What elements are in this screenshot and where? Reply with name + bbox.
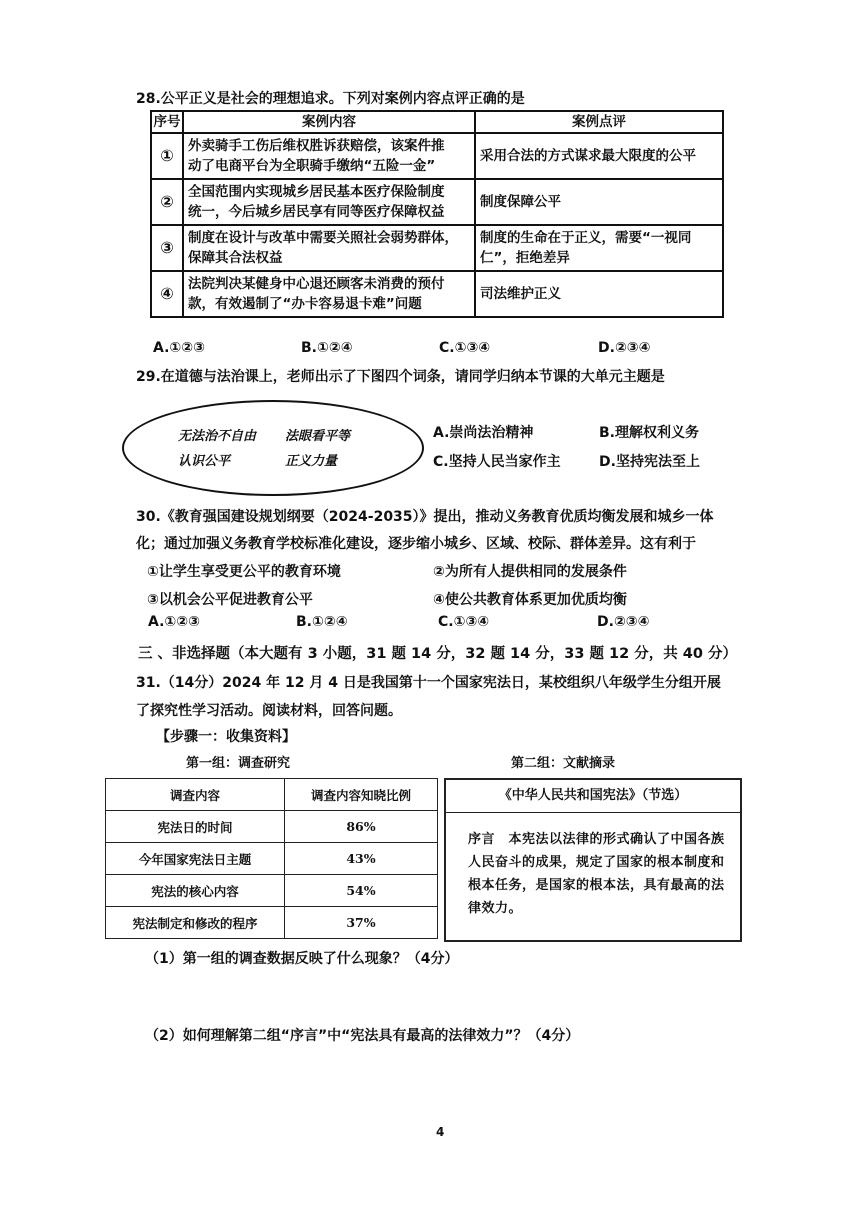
survey-ratio: 54% xyxy=(285,875,438,907)
q30-option-c: C.①③④ xyxy=(438,614,490,630)
q31-sub-question-2: （2）如何理解第二组“序言”中“宪法具有最高的法律效力”？（4分） xyxy=(145,1028,580,1044)
case-content: 制度在设计与改革中需要关照社会弱势群体， 保障其合法权益 xyxy=(183,225,475,271)
table-row xyxy=(106,843,438,875)
q30-option-d: D.②③④ xyxy=(597,614,650,630)
q30-item-1: ①让学生享受更公平的教育环境 xyxy=(147,564,341,580)
q30-option-a: A.①②③ xyxy=(148,614,200,630)
q29-option-a: A.崇尚法治精神 xyxy=(433,425,534,441)
q28-option-a: A.①②③ xyxy=(153,340,205,356)
q29-option-b: B.理解权利义务 xyxy=(599,425,699,441)
survey-header-content: 调查内容 xyxy=(106,779,285,811)
survey-item: 宪法制定和修改的程序 xyxy=(106,907,285,939)
keyword-4: 正义力量 xyxy=(285,454,338,469)
q28-stem: 28.公平正义是社会的理想追求。下列对案例内容点评正确的是 xyxy=(136,91,525,107)
q28-case-table xyxy=(150,110,724,318)
case-content: 法院判决某健身中心退还顾客未消费的预付 款，有效遏制了“办卡容易退卡难”问题 xyxy=(183,271,475,317)
group-one-title: 第一组：调查研究 xyxy=(186,756,291,771)
row-number: ④ xyxy=(151,271,183,317)
q31-stem-line1: 31.（14分）2024 年 12 月 4 日是我国第十一个国家宪法日，某校组织八年级学生分组开展 xyxy=(136,675,721,691)
q28-option-d: D.②③④ xyxy=(598,340,651,356)
header-number: 序号 xyxy=(151,111,183,133)
case-content: 外卖骑手工伤后维权胜诉获赔偿，该案件推 动了电商平台为全职骑手缴纳“五险一金” xyxy=(183,133,475,179)
q29-option-d: D.坚持宪法至上 xyxy=(599,454,700,470)
q30-stem-line1: 30.《教育强国建设规划纲要（2024-2035）》提出，推动义务教育优质均衡发展和城乡一体 xyxy=(136,509,714,525)
q30-item-3: ③以机会公平促进教育公平 xyxy=(147,592,313,608)
row-number: ② xyxy=(151,179,183,225)
q31-sub-question-1: （1）第一组的调查数据反映了什么现象？（4分） xyxy=(145,951,459,967)
survey-item: 宪法日的时间 xyxy=(106,811,285,843)
q30-item-4: ④使公共教育体系更加优质均衡 xyxy=(433,592,627,608)
case-review: 司法维护正义 xyxy=(475,271,723,317)
page-number: 4 xyxy=(436,1125,445,1139)
table-row xyxy=(151,271,723,317)
row-number: ① xyxy=(151,133,183,179)
keyword-3: 认识公平 xyxy=(178,454,231,469)
q29-stem: 29.在道德与法治课上，老师出示了下图四个词条，请同学归纳本节课的大单元主题是 xyxy=(136,369,665,385)
table-row xyxy=(151,179,723,225)
keyword-1: 无法治不自由 xyxy=(178,429,257,444)
survey-header-ratio: 调查内容知晓比例 xyxy=(285,779,438,811)
table-row xyxy=(151,225,723,271)
table-row xyxy=(106,811,438,843)
constitution-excerpt-box xyxy=(444,778,742,942)
excerpt-title: 《中华人民共和国宪法》（节选） xyxy=(446,780,740,813)
table-header-row xyxy=(151,111,723,133)
q28-option-b: B.①②④ xyxy=(301,340,353,356)
header-case-content: 案例内容 xyxy=(183,111,475,133)
q30-item-2: ②为所有人提供相同的发展条件 xyxy=(433,564,627,580)
case-review: 采用合法的方式谋求最大限度的公平 xyxy=(475,133,723,179)
table-row xyxy=(106,907,438,939)
survey-table xyxy=(105,778,438,939)
section-three-heading: 三 、非选择题（本大题有 3 小题，31 题 14 分，32 题 14 分，33 题 12 分，共 40 分） xyxy=(138,646,738,662)
keyword-ellipse xyxy=(122,400,424,496)
table-row xyxy=(151,133,723,179)
q29-option-c: C.坚持人民当家作主 xyxy=(433,454,561,470)
q28-option-c: C.①③④ xyxy=(439,340,491,356)
survey-item: 今年国家宪法日主题 xyxy=(106,843,285,875)
survey-ratio: 43% xyxy=(285,843,438,875)
survey-ratio: 86% xyxy=(285,811,438,843)
excerpt-body: 序言 本宪法以法律的形式确认了中国各族人民奋斗的成果，规定了国家的根本制度和根本任务，是国家的根本法，具有最高的法律效力。 xyxy=(468,832,725,916)
q30-option-b: B.①②④ xyxy=(296,614,348,630)
survey-ratio: 37% xyxy=(285,907,438,939)
case-review: 制度的生命在于正义，需要“一视同 仁”，拒绝差异 xyxy=(475,225,723,271)
row-number: ③ xyxy=(151,225,183,271)
survey-item: 宪法的核心内容 xyxy=(106,875,285,907)
q30-stem-line2: 化；通过加强义务教育学校标准化建设，逐步缩小城乡、区域、校际、群体差异。这有利于 xyxy=(136,536,696,552)
case-review: 制度保障公平 xyxy=(475,179,723,225)
header-case-review: 案例点评 xyxy=(475,111,723,133)
survey-header-row xyxy=(106,779,438,811)
q31-stem-line2: 了探究性学习活动。阅读材料，回答问题。 xyxy=(136,703,402,719)
step-one-heading: 【步骤一：收集资料】 xyxy=(156,729,296,745)
keyword-2: 法眼看平等 xyxy=(285,429,351,444)
group-two-title: 第二组：文献摘录 xyxy=(511,756,616,771)
table-row xyxy=(106,875,438,907)
case-content: 全国范围内实现城乡居民基本医疗保险制度 统一，今后城乡居民享有同等医疗保障权益 xyxy=(183,179,475,225)
